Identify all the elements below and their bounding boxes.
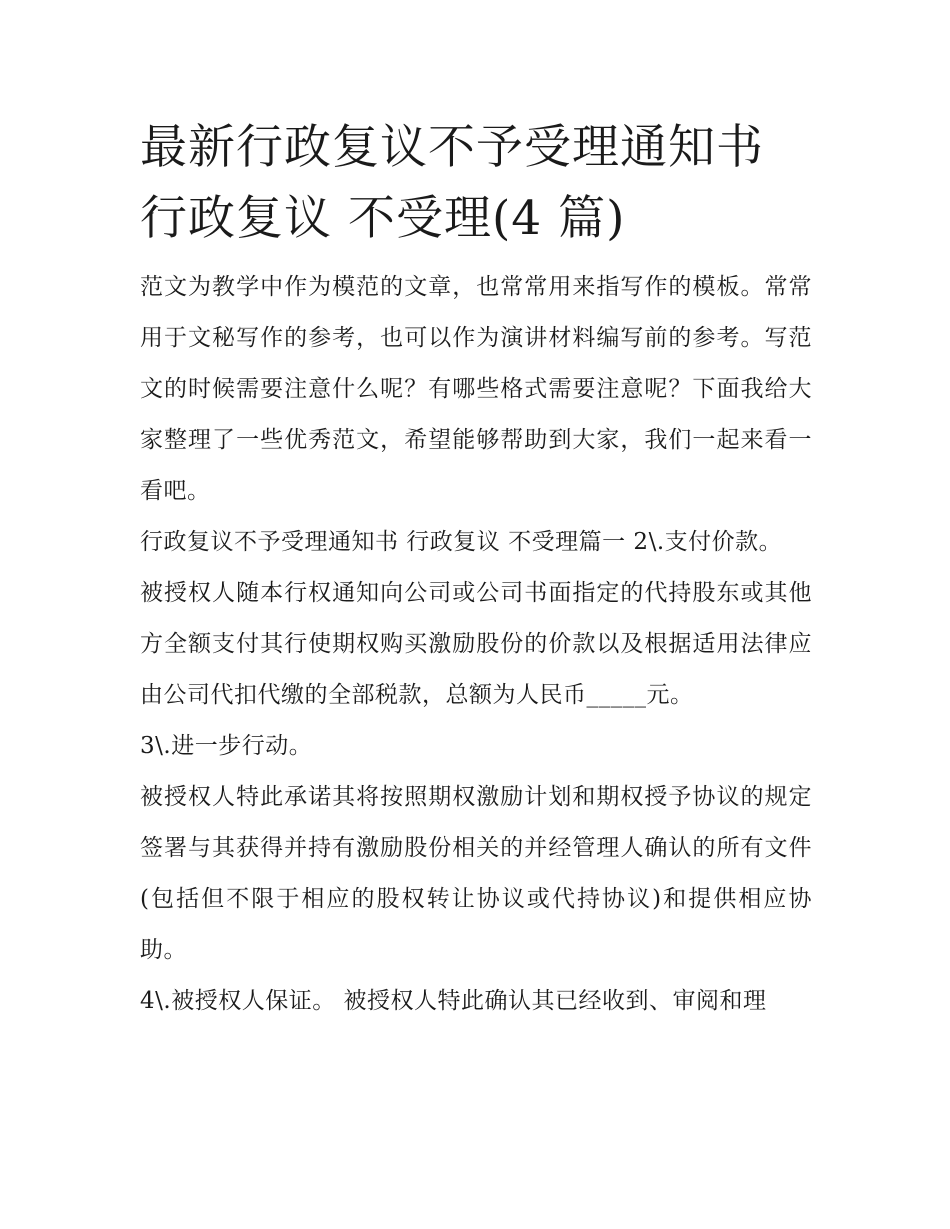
paragraph-section-heading: 行政复议不予受理通知书 行政复议 不受理篇一 2\.支付价款。: [140, 529, 783, 555]
paragraph-intro: 范文为教学中作为模范的文章，也常常用来指写作的模板。常常用于文秘写作的参考，也可以作为演讲材料编写前的参考。写范文的时候需要注意什么呢？有哪些格式需要注意呢？下面我给大家整理了一些优秀范文，希望能够帮助到大家，我们一起来看一看吧。: [140, 274, 812, 504]
paragraph-warranty: 4\.被授权人保证。 被授权人特此确认其已经收到、审阅和理: [140, 988, 767, 1014]
paragraph-further-action-heading: 3\.进一步行动。: [140, 733, 313, 759]
paragraph-payment: 被授权人随本行权通知向公司或公司书面指定的代持股东或其他方全额支付其行使期权购买激励股份的价款以及根据适用法律应由公司代扣代缴的全部税款，总额为人民币_____元。: [140, 580, 812, 708]
title-line-2: 行政复议 不受理(4 篇): [140, 191, 626, 246]
title-line-1: 最新行政复议不予受理通知书: [140, 120, 764, 175]
document-title: [140, 112, 812, 254]
document-page: [140, 112, 812, 1027]
paragraph-further-action: 被授权人特此承诺其将按照期权激励计划和期权授予协议的规定签署与其获得并持有激励股份相关的并经管理人确认的所有文件(包括但不限于相应的股权转让协议或代持协议)和提供相应协助。: [140, 784, 812, 963]
